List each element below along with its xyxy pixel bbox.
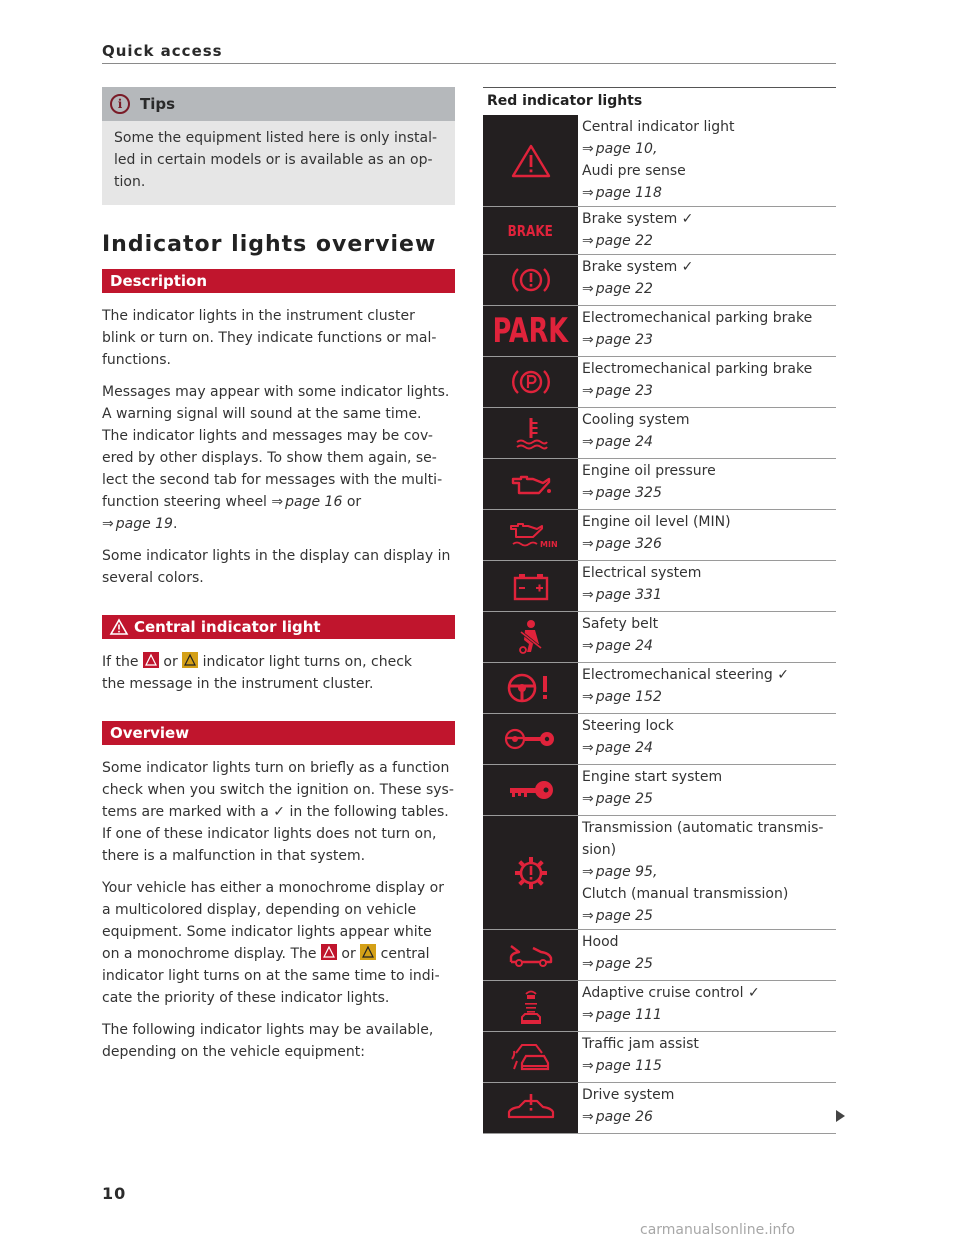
indicator-row [483,765,836,816]
brake-circle-icon [483,255,578,305]
check-mark: ✓ [273,804,286,820]
arrow-symbol: ⇒ [271,494,284,510]
tips-header [102,87,455,121]
description-paragraph-1 [102,305,455,371]
indicator-label: Engine oil level (MIN) [582,514,731,530]
yellow-warning-icon [182,652,198,668]
indicator-label: Traffic jam assist [582,1036,699,1052]
indicator-row [483,930,836,981]
page-reference-link[interactable]: page 115 [595,1058,662,1074]
arrow-symbol: ⇒ [582,536,594,552]
indicator-label: Electromechanical parking brake [582,310,813,326]
indicator-description [578,255,836,305]
indicator-description [578,306,836,356]
oil-level-min-icon [483,510,578,560]
arrow-symbol: ⇒ [582,1058,594,1074]
text-span: on a monochrome display. The [102,946,321,962]
page-reference [582,905,836,927]
text-line [102,801,455,823]
page-reference [582,380,836,402]
indicator-label: Clutch (manual transmission) [582,886,789,902]
page-reference [582,1004,836,1026]
page-reference-link[interactable]: page 24 [595,740,653,756]
page-reference [582,861,836,883]
page-reference [582,737,836,759]
text-line: Some indicator lights turn on briefly as a function [102,760,450,776]
text-span: . [172,516,178,532]
header-rule [102,63,836,64]
indicator-description [578,561,836,611]
text-span: or [158,654,183,670]
text-line: a multicolored display, depending on vehicle [102,902,417,918]
text-line [102,513,455,535]
page-reference [582,329,836,351]
header-title: Quick access [102,42,223,60]
indicator-row [483,306,836,357]
text-span: indicator light turns on, check [198,654,412,670]
indicator-row [483,714,836,765]
page-reference [582,953,836,975]
info-icon: i [110,94,130,114]
indicator-row [483,357,836,408]
text-line: indicator light turns on at the same time to indi- [102,968,440,984]
page-reference-link[interactable]: page 19 [115,516,173,532]
page-reference-link[interactable]: page 95, [595,864,658,880]
overview-paragraph-1 [102,757,455,867]
indicator-description [578,930,836,980]
overview-paragraph-2 [102,877,455,1009]
text-line: check when you switch the ignition on. These sys- [102,782,454,798]
parking-brake-circle-icon [483,357,578,407]
page-reference-link[interactable]: page 24 [595,434,653,450]
indicator-label: Electromechanical steering ✓ [582,667,789,683]
indicator-label: Cooling system [582,412,690,428]
arrow-symbol: ⇒ [582,1007,594,1023]
page-reference [582,182,836,204]
text-line: several colors. [102,570,204,586]
battery-icon [483,561,578,611]
indicator-label: Drive system [582,1087,675,1103]
arrow-symbol: ⇒ [582,185,594,201]
indicator-description [578,408,836,458]
indicator-label: Engine oil pressure [582,463,716,479]
description-paragraph-3 [102,545,455,589]
indicator-row [483,816,836,930]
description-paragraph-2 [102,381,455,535]
page-reference-link[interactable]: page 24 [595,638,653,654]
transmission-gear-icon [483,816,578,929]
overview-bar: Overview [102,721,455,745]
page-reference-link[interactable]: page 10, [595,141,658,157]
park-text-icon: PARK [483,306,578,356]
text-line: the message in the instrument cluster. [102,676,374,692]
indicator-description [578,510,836,560]
indicator-description [578,1083,836,1133]
left-column [102,87,455,1063]
indicator-description [578,663,836,713]
brake-text-icon: BRAKE [483,207,578,254]
page-reference-link[interactable]: page 331 [595,587,662,603]
tips-body [102,121,455,205]
text-line: blink or turn on. They indicate functions or mal- [102,330,437,346]
tips-line: Some the equipment listed here is only instal- [114,130,438,146]
page-reference [582,1106,836,1128]
text-line: Some indicator lights in the display can display in [102,548,451,564]
text-span: or [342,494,362,510]
indicator-row [483,255,836,306]
indicator-label: Adaptive cruise control ✓ [582,985,760,1001]
text-line [102,651,455,673]
page-reference [582,635,836,657]
page-reference-link[interactable]: page 26 [595,1109,653,1125]
page-number: 10 [102,1184,127,1203]
red-warning-icon [143,652,159,668]
text-span: function steering wheel [102,494,272,510]
arrow-symbol: ⇒ [582,587,594,603]
text-span: tems are marked with a [102,804,274,820]
description-bar: Description [102,269,455,293]
arrow-symbol: ⇒ [582,434,594,450]
indicator-label: sion) [582,842,617,858]
arrow-symbol: ⇒ [582,485,594,501]
page-reference-link[interactable]: page 23 [595,383,653,399]
indicator-description [578,1032,836,1082]
indicator-label: Audi pre sense [582,163,686,179]
page-reference [582,584,836,606]
page-reference [582,686,836,708]
page-header [102,42,836,60]
warning-triangle-icon [110,619,128,635]
page-reference-link[interactable]: page 25 [595,908,653,924]
tips-box [102,87,455,205]
text-span: in the following tables. [285,804,449,820]
hood-open-icon [483,930,578,980]
page-reference-link[interactable]: page 118 [595,185,662,201]
page-reference-link[interactable]: page 23 [595,332,653,348]
arrow-symbol: ⇒ [582,141,594,157]
key-icon [483,765,578,815]
indicator-label: Brake system ✓ [582,211,694,227]
indicator-label: Steering lock [582,718,674,734]
arrow-symbol: ⇒ [582,791,594,807]
indicator-description [578,981,836,1031]
text-line: Messages may appear with some indicator lights. [102,384,450,400]
text-line: The indicator lights and messages may be cov- [102,428,433,444]
page-reference-link[interactable]: page 25 [595,956,653,972]
page-reference [582,788,836,810]
arrow-symbol: ⇒ [582,908,594,924]
indicator-label: Hood [582,934,619,950]
oil-can-icon [483,459,578,509]
right-column [483,87,836,1134]
arrow-symbol: ⇒ [582,864,594,880]
traffic-jam-assist-icon [483,1032,578,1082]
coolant-temperature-icon [483,408,578,458]
text-line: functions. [102,352,171,368]
indicator-description [578,765,836,815]
tips-line: tion. [114,174,146,190]
steering-lock-icon [483,714,578,764]
indicator-row [483,612,836,663]
page-reference-link[interactable]: page 16 [285,494,343,510]
indicator-description [578,357,836,407]
page-reference [582,431,836,453]
indicator-description [578,115,836,206]
indicator-row [483,115,836,207]
continue-arrow-icon [836,1110,845,1122]
indicator-description [578,459,836,509]
indicator-row [483,561,836,612]
arrow-symbol: ⇒ [582,383,594,399]
page-reference [582,230,836,252]
central-bar-label: Central indicator light [134,618,321,636]
text-line [102,491,455,513]
indicator-label: Safety belt [582,616,659,632]
adaptive-cruise-icon [483,981,578,1031]
svg-text:MIN: MIN [539,540,558,549]
warning-triangle-icon [483,115,578,206]
central-indicator-bar [102,615,455,639]
indicator-label: Electrical system [582,565,702,581]
indicator-description [578,816,836,929]
indicator-label: Brake system ✓ [582,259,694,275]
indicator-row [483,663,836,714]
text-line: ered by other displays. To show them again, se- [102,450,437,466]
table-title: Red indicator lights [483,87,836,115]
page-reference [582,138,836,160]
page-reference-link[interactable]: page 25 [595,791,653,807]
arrow-symbol: ⇒ [102,516,114,532]
text-line [102,943,455,965]
text-line: lect the second tab for messages with the multi- [102,472,443,488]
indicator-label: Electromechanical parking brake [582,361,813,377]
indicator-row [483,1032,836,1083]
page-reference-link[interactable]: page 22 [595,281,653,297]
indicator-table [483,115,836,1134]
indicator-row [483,207,836,255]
page-reference-link[interactable]: page 152 [595,689,662,705]
arrow-symbol: ⇒ [582,332,594,348]
page-reference-link[interactable]: page 22 [595,233,653,249]
indicator-label: Transmission (automatic transmis- [582,820,824,836]
yellow-warning-icon [360,944,376,960]
text-span: or [336,946,361,962]
indicator-row [483,459,836,510]
central-paragraph [102,651,455,695]
arrow-symbol: ⇒ [582,638,594,654]
page-reference [582,482,836,504]
indicator-row [483,1083,836,1134]
text-line: depending on the vehicle equipment: [102,1044,365,1060]
page-reference [582,533,836,555]
tips-label: Tips [140,95,176,113]
arrow-symbol: ⇒ [582,956,594,972]
text-line: If one of these indicator lights does not turn on, [102,826,437,842]
arrow-symbol: ⇒ [582,1109,594,1125]
text-line: The indicator lights in the instrument cluster [102,308,415,324]
tips-line: led in certain models or is available as an op- [114,152,433,168]
text-line: there is a malfunction in that system. [102,848,366,864]
indicator-label: Central indicator light [582,119,735,135]
text-span: If the [102,654,143,670]
page-reference [582,278,836,300]
page-reference-link[interactable]: page 325 [595,485,662,501]
indicator-row [483,510,836,561]
drive-system-icon [483,1083,578,1133]
arrow-symbol: ⇒ [582,740,594,756]
text-line: Your vehicle has either a monochrome display or [102,880,444,896]
indicator-label: Engine start system [582,769,723,785]
text-line: cate the priority of these indicator lights. [102,990,390,1006]
page-reference-link[interactable]: page 111 [595,1007,662,1023]
arrow-symbol: ⇒ [582,281,594,297]
section-title: Indicator lights overview [102,232,437,257]
watermark: carmanualsonline.info [640,1222,795,1238]
seat-belt-icon [483,612,578,662]
indicator-row [483,981,836,1032]
text-line: equipment. Some indicator lights appear white [102,924,432,940]
indicator-description [578,612,836,662]
page-reference-link[interactable]: page 326 [595,536,662,552]
page-reference [582,1055,836,1077]
text-span: central [376,946,430,962]
text-line: A warning signal will sound at the same time. [102,406,422,422]
arrow-symbol: ⇒ [582,689,594,705]
arrow-symbol: ⇒ [582,233,594,249]
overview-paragraph-3 [102,1019,455,1063]
indicator-description [578,714,836,764]
text-line: The following indicator lights may be available, [102,1022,434,1038]
steering-wheel-warning-icon [483,663,578,713]
indicator-row [483,408,836,459]
red-warning-icon [321,944,337,960]
indicator-description [578,207,836,254]
